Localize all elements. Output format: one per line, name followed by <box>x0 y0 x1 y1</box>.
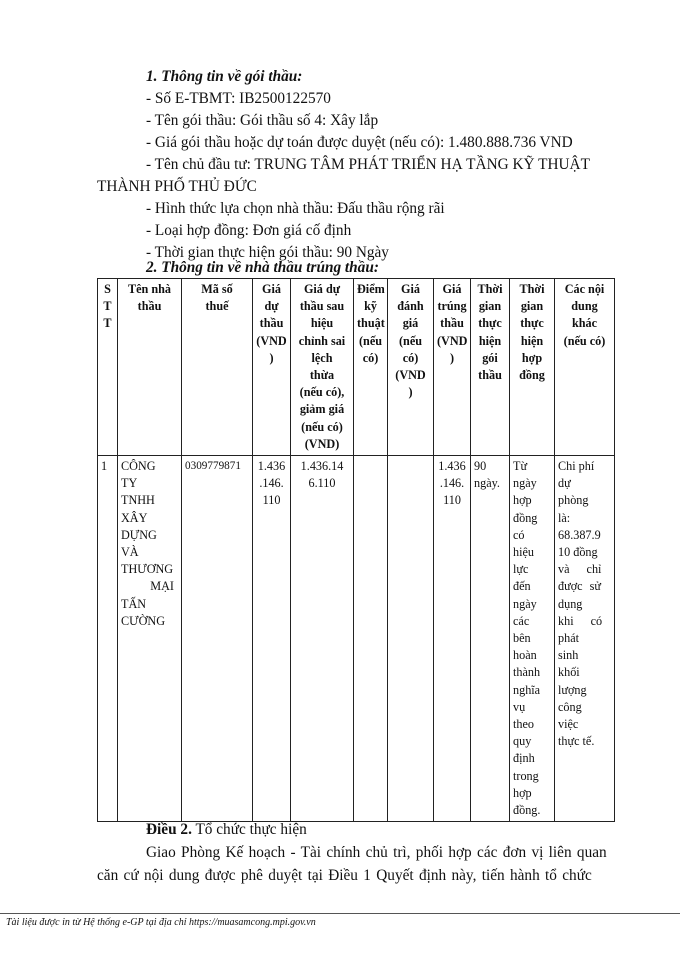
article2-heading <box>146 820 307 840</box>
cell-winning-price: 1.436 .146. 110 <box>434 456 471 822</box>
tbmt-number: - Số E-TBMT: IB2500122570 <box>146 90 331 107</box>
header-stt: S T T <box>98 279 118 456</box>
article2-title: Tổ chức thực hiện <box>191 821 307 838</box>
cell-evaluated-price <box>388 456 434 822</box>
cell-contract-time: Từ ngày hợp đồng có hiệu lực đến ngày các bên hoàn thành nghĩa vụ theo quy định trong hợp đồng. <box>510 456 555 822</box>
cell-tax-code: 0309779871 <box>182 456 253 822</box>
execution-time: - Thời gian thực hiện gói thầu: 90 Ngày <box>146 244 389 261</box>
header-evaluated-price: Giá đánh giá (nếu có) (VND ) <box>388 279 434 456</box>
header-contract-time: Thời gian thực hiện hợp đồng <box>510 279 555 456</box>
package-price: - Giá gói thầu hoặc dự toán được duyệt (nếu có): 1.480.888.736 VND <box>146 134 573 151</box>
section2-heading: 2. Thông tin về nhà thầu trúng thầu: <box>146 259 379 276</box>
cell-package-time: 90 ngày. <box>471 456 510 822</box>
cell-other-content: Chi phí dự phòng là: 68.387.9 10 đồng và chỉ được sử dụng khi có phát sinh khối lượng công việc thực tế. <box>555 456 615 822</box>
header-adjusted-price: Giá dự thầu sau hiệu chỉnh sai lệch thừa (nếu có), giảm giá (nếu có) (VND) <box>291 279 354 456</box>
header-tax-code: Mã số thuế <box>182 279 253 456</box>
investor-name-cont: THÀNH PHỐ THỦ ĐỨC <box>97 178 257 195</box>
header-contractor-name: Tên nhà thầu <box>118 279 182 456</box>
package-name: - Tên gói thầu: Gói thầu số 4: Xây lắp <box>146 112 379 129</box>
header-technical-score: Điểm kỹ thuật (nếu có) <box>354 279 388 456</box>
header-bid-price: Giá dự thầu (VND ) <box>253 279 291 456</box>
header-other-content: Các nội dung khác (nếu có) <box>555 279 615 456</box>
article2-paragraph-line1: Giao Phòng Kế hoạch - Tài chính chủ trì, phối hợp các đơn vị liên quan <box>146 844 607 861</box>
selection-method: - Hình thức lựa chọn nhà thầu: Đấu thầu rộng rãi <box>146 200 445 217</box>
table-row <box>98 456 615 822</box>
cell-contractor-name: CÔNG TY TNHH XÂY DỰNG VÀ THƯƠNG MẠI TẤN CƯỜNG <box>118 456 182 822</box>
section1-heading: 1. Thông tin về gói thầu: <box>146 68 303 85</box>
cell-adjusted-price: 1.436.14 6.110 <box>291 456 354 822</box>
footer-divider <box>0 913 680 914</box>
winning-contractor-table <box>97 278 615 822</box>
header-winning-price: Giá trúng thầu (VND ) <box>434 279 471 456</box>
article2-paragraph-line2: căn cứ nội dung được phê duyệt tại Điều 1 Quyết định này, tiến hành tổ chức <box>97 867 592 884</box>
header-package-time: Thời gian thực hiện gói thầu <box>471 279 510 456</box>
cell-technical-score <box>354 456 388 822</box>
cell-bid-price: 1.436 .146. 110 <box>253 456 291 822</box>
contract-type: - Loại hợp đồng: Đơn giá cố định <box>146 222 352 239</box>
footer-source-note: Tài liệu được in từ Hệ thống e-GP tại địa chỉ https://muasamcong.mpi.gov.vn <box>6 917 316 928</box>
investor-name: - Tên chủ đầu tư: TRUNG TÂM PHÁT TRIỂN HẠ TẦNG KỸ THUẬT <box>146 156 590 173</box>
table-header-row <box>98 279 615 456</box>
article2-label: Điều 2. <box>146 821 192 838</box>
cell-stt: 1 <box>98 456 118 822</box>
